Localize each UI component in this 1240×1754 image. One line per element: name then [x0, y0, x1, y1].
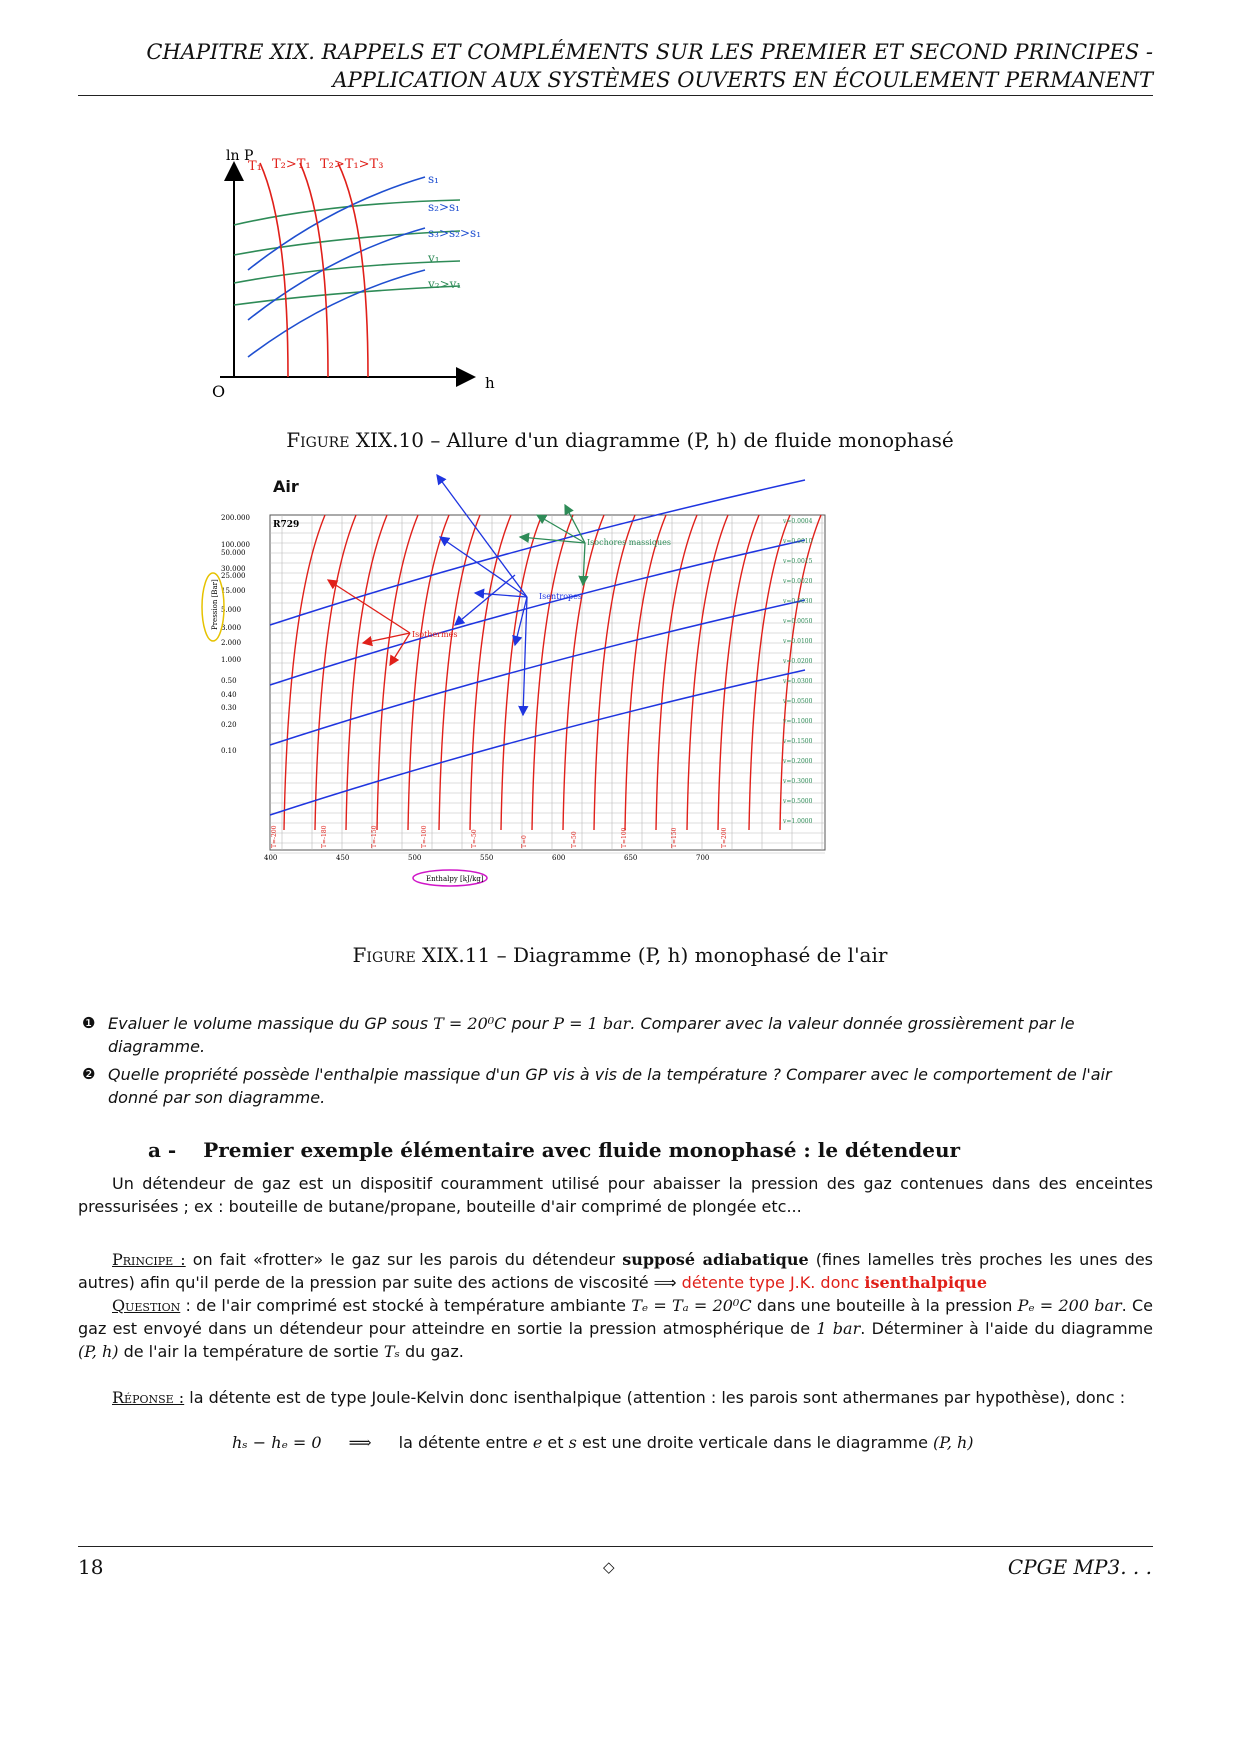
principe-bold: supposé adiabatique — [622, 1250, 809, 1269]
question-math-4: (P, h) — [78, 1342, 119, 1361]
figure2-caption-text: – Diagramme (P, h) monophasé de l'air — [490, 943, 888, 967]
question-1-text-c: . Comparer avec la valeur donnée grossièrement par le diagramme. — [108, 1014, 1075, 1056]
isochore-label: v=0.0010 — [783, 538, 813, 545]
isotherm-label: T=-100 — [421, 825, 428, 848]
question-text-4: . Déterminer à l'aide du diagramme — [860, 1319, 1154, 1338]
isotherm-label: T=-200 — [271, 825, 278, 848]
header-line-2: APPLICATION AUX SYSTÈMES OUVERTS EN ÉCOULEMENT PERMANENT — [332, 68, 1153, 92]
principe-label: Principe : — [112, 1250, 186, 1269]
annotation-isentropes: Isentropes — [539, 592, 582, 601]
isochore-label: v=0.0200 — [783, 658, 813, 665]
isentrope-curves — [248, 177, 425, 357]
origin-label: O — [212, 382, 226, 401]
figure-ph-schematic — [210, 145, 550, 405]
y-tick-label: 25.000 — [221, 572, 246, 580]
air-title: Air — [273, 477, 299, 496]
isotherm-curves — [260, 163, 368, 377]
equation-arrow: ⟹ — [348, 1433, 372, 1452]
reponse-label: Réponse : — [112, 1388, 185, 1407]
figure1-caption-label: Figure XIX.10 — [286, 428, 424, 452]
section-title: Premier exemple élémentaire avec fluide monophasé : le détendeur — [203, 1138, 961, 1162]
y-tick-label: 0.50 — [221, 677, 237, 685]
isotherm-label: T=150 — [671, 827, 678, 848]
figure-air-diagram — [211, 475, 855, 915]
air-xlabel: Enthalpy [kJ/kg] — [426, 875, 484, 883]
question-1-math-p: P = 1 bar — [553, 1014, 631, 1033]
question-label: Question — [112, 1296, 181, 1315]
isochore-label: v=0.3000 — [783, 778, 813, 785]
question-text-5: de l'air la température de sortie — [118, 1342, 384, 1361]
question-text-6: du gaz. — [399, 1342, 464, 1361]
question-paragraph — [78, 1294, 1153, 1363]
x-tick-label: 700 — [696, 854, 710, 862]
equation-line — [232, 1433, 974, 1452]
air-ylabel: Pression [Bar] — [211, 579, 219, 630]
isochore-label: v=0.0100 — [783, 638, 813, 645]
air-diagram-svg — [211, 475, 855, 915]
question-math-5: Tₛ — [383, 1342, 400, 1361]
isochore-label: v=0.0300 — [783, 678, 813, 685]
isotherm-label: T=100 — [621, 827, 628, 848]
isotherm-label: T=-150 — [371, 825, 378, 848]
label-v1: v₁ — [428, 251, 440, 265]
figure2-caption — [0, 943, 1240, 967]
x-tick-label: 450 — [336, 854, 350, 862]
footer-rule — [78, 1546, 1153, 1547]
principe-red-bold: isenthalpique — [864, 1273, 988, 1292]
question-text-2: dans une bouteille à la pression — [751, 1296, 1018, 1315]
y-axis-label: ln P — [226, 148, 254, 164]
y-tick-label: 15.000 — [221, 587, 246, 595]
label-s3: s₃>s₂>s₁ — [428, 226, 482, 240]
equation-e: e — [532, 1433, 543, 1452]
question-math-3: 1 bar — [816, 1319, 861, 1338]
y-tick-label: 30.000 — [221, 565, 246, 573]
header-line-1: CHAPITRE XIX. RAPPELS ET COMPLÉMENTS SUR LES PREMIER ET SECOND PRINCIPES - — [146, 40, 1153, 64]
equation-lhs: hₛ − hₑ = 0 — [232, 1433, 322, 1452]
equation-s: s — [568, 1433, 577, 1452]
running-header — [78, 38, 1153, 94]
label-v2: v₂>v₁ — [428, 277, 462, 291]
isochore-label: v=0.0020 — [783, 578, 813, 585]
reponse-paragraph — [78, 1386, 1153, 1409]
question-2-text: Quelle propriété possède l'enthalpie massique d'un GP vis à vis de la température ? Comparer avec le comportement de l'air donné par son diagramme. — [108, 1065, 1112, 1107]
isochore-label: v=0.0004 — [783, 518, 813, 525]
y-tick-label: 5.000 — [221, 606, 242, 614]
isochore-curves — [234, 200, 460, 305]
y-tick-label: 50.000 — [221, 549, 246, 557]
y-tick-label: 100.000 — [221, 541, 250, 549]
principe-paragraph — [78, 1248, 1153, 1294]
label-s2: s₂>s₁ — [428, 200, 460, 214]
intro-paragraph: Un détendeur de gaz est un dispositif couramment utilisé pour abaisser la pression des gaz contenues dans des enceintes pressurisées ; ex : bouteille de butane/propane, bouteille d'air comprimé de plongée etc... — [78, 1174, 1153, 1216]
equation-text-1: la détente entre — [398, 1433, 533, 1452]
x-tick-label: 400 — [264, 854, 278, 862]
y-tick-label: 2.000 — [221, 639, 242, 647]
y-tick-label: 3.000 — [221, 624, 242, 632]
air-code: R729 — [273, 520, 300, 530]
figure1-caption-text: – Allure d'un diagramme (P, h) de fluide monophasé — [423, 428, 954, 452]
question-1-text-a: Evaluer le volume massique du GP sous — [108, 1014, 434, 1033]
principe-red: détente type J.K. donc — [681, 1273, 865, 1292]
figure1-caption — [0, 428, 1240, 452]
isochore-label: v=1.0000 — [783, 818, 813, 825]
label-t2: T₂>T₁ — [272, 157, 311, 172]
label-t1: T₁ — [248, 159, 262, 174]
y-tick-label: 0.10 — [221, 747, 237, 755]
x-tick-label: 650 — [624, 854, 638, 862]
equation-text-3: est une droite verticale dans le diagramme — [576, 1433, 934, 1452]
y-tick-label: 0.30 — [221, 704, 237, 712]
question-text-3: . Ce gaz est envoyé dans un détendeur pour atteindre en sortie la pression atmosphérique de — [78, 1296, 1154, 1338]
isotherm-label: T=200 — [721, 827, 728, 848]
x-tick-label: 500 — [408, 854, 422, 862]
question-2-marker: ❷ — [82, 1065, 96, 1083]
x-tick-label: 600 — [552, 854, 566, 862]
header-rule — [78, 95, 1153, 96]
question-1 — [82, 1012, 1153, 1058]
question-1-text-b: pour — [506, 1014, 554, 1033]
isochore-label: v=0.0500 — [783, 698, 813, 705]
equation-ph: (P, h) — [933, 1433, 974, 1452]
footer-diamond: ◇ — [603, 1558, 615, 1576]
isochore-label: v=0.1500 — [783, 738, 813, 745]
isotherm-label: T=-180 — [321, 825, 328, 848]
isochore-label: v=0.0030 — [783, 598, 813, 605]
footer-course: CPGE MP3. . . — [1007, 1555, 1152, 1579]
x-axis-label: h — [485, 374, 495, 392]
equation-text-2: et — [542, 1433, 569, 1452]
isochore-label: v=0.0050 — [783, 618, 813, 625]
question-math-2: Pₑ = 200 bar — [1017, 1296, 1122, 1315]
question-text-1: : de l'air comprimé est stocké à température ambiante — [180, 1296, 632, 1315]
figure2-caption-label: Figure XIX.11 — [352, 943, 491, 967]
question-2 — [82, 1063, 1153, 1109]
question-1-math-t: T = 20⁰C — [433, 1014, 507, 1033]
isochore-label: v=0.1000 — [783, 718, 813, 725]
label-s1: s₁ — [428, 172, 439, 186]
annotation-isochores: Isochores massiques — [587, 538, 671, 547]
page-number: 18 — [78, 1555, 104, 1579]
question-math-1: Tₑ = Tₐ = 20⁰C — [631, 1296, 752, 1315]
y-tick-label: 0.40 — [221, 691, 237, 699]
isochore-label: v=0.2000 — [783, 758, 813, 765]
x-tick-label: 550 — [480, 854, 494, 862]
question-1-marker: ❶ — [82, 1014, 96, 1032]
isotherm-label: T=50 — [571, 831, 578, 848]
y-tick-label: 0.20 — [221, 721, 237, 729]
section-heading — [148, 1138, 960, 1162]
isotherm-label: T=0 — [521, 835, 528, 848]
section-number: a - — [148, 1138, 177, 1162]
annotation-isothermes: Isothermes — [412, 630, 458, 639]
isochore-label: v=0.0015 — [783, 558, 813, 565]
y-tick-label: 1.000 — [221, 656, 242, 664]
principe-text-2: (fines lamelles très proches les unes des autres) afin qu'il perde de la pression par suite des actions de viscosité ⟹ — [78, 1250, 1154, 1292]
principe-text-1: on fait «frotter» le gaz sur les parois du détendeur — [185, 1250, 623, 1269]
isochore-label: v=0.5000 — [783, 798, 813, 805]
reponse-text: la détente est de type Joule-Kelvin donc isenthalpique (attention : les parois sont athermanes par hypothèse), donc : — [184, 1388, 1126, 1407]
label-t3: T₂>T₁>T₃ — [320, 157, 384, 172]
isotherm-label: T=-50 — [471, 829, 478, 848]
y-tick-label: 200.000 — [221, 514, 250, 522]
